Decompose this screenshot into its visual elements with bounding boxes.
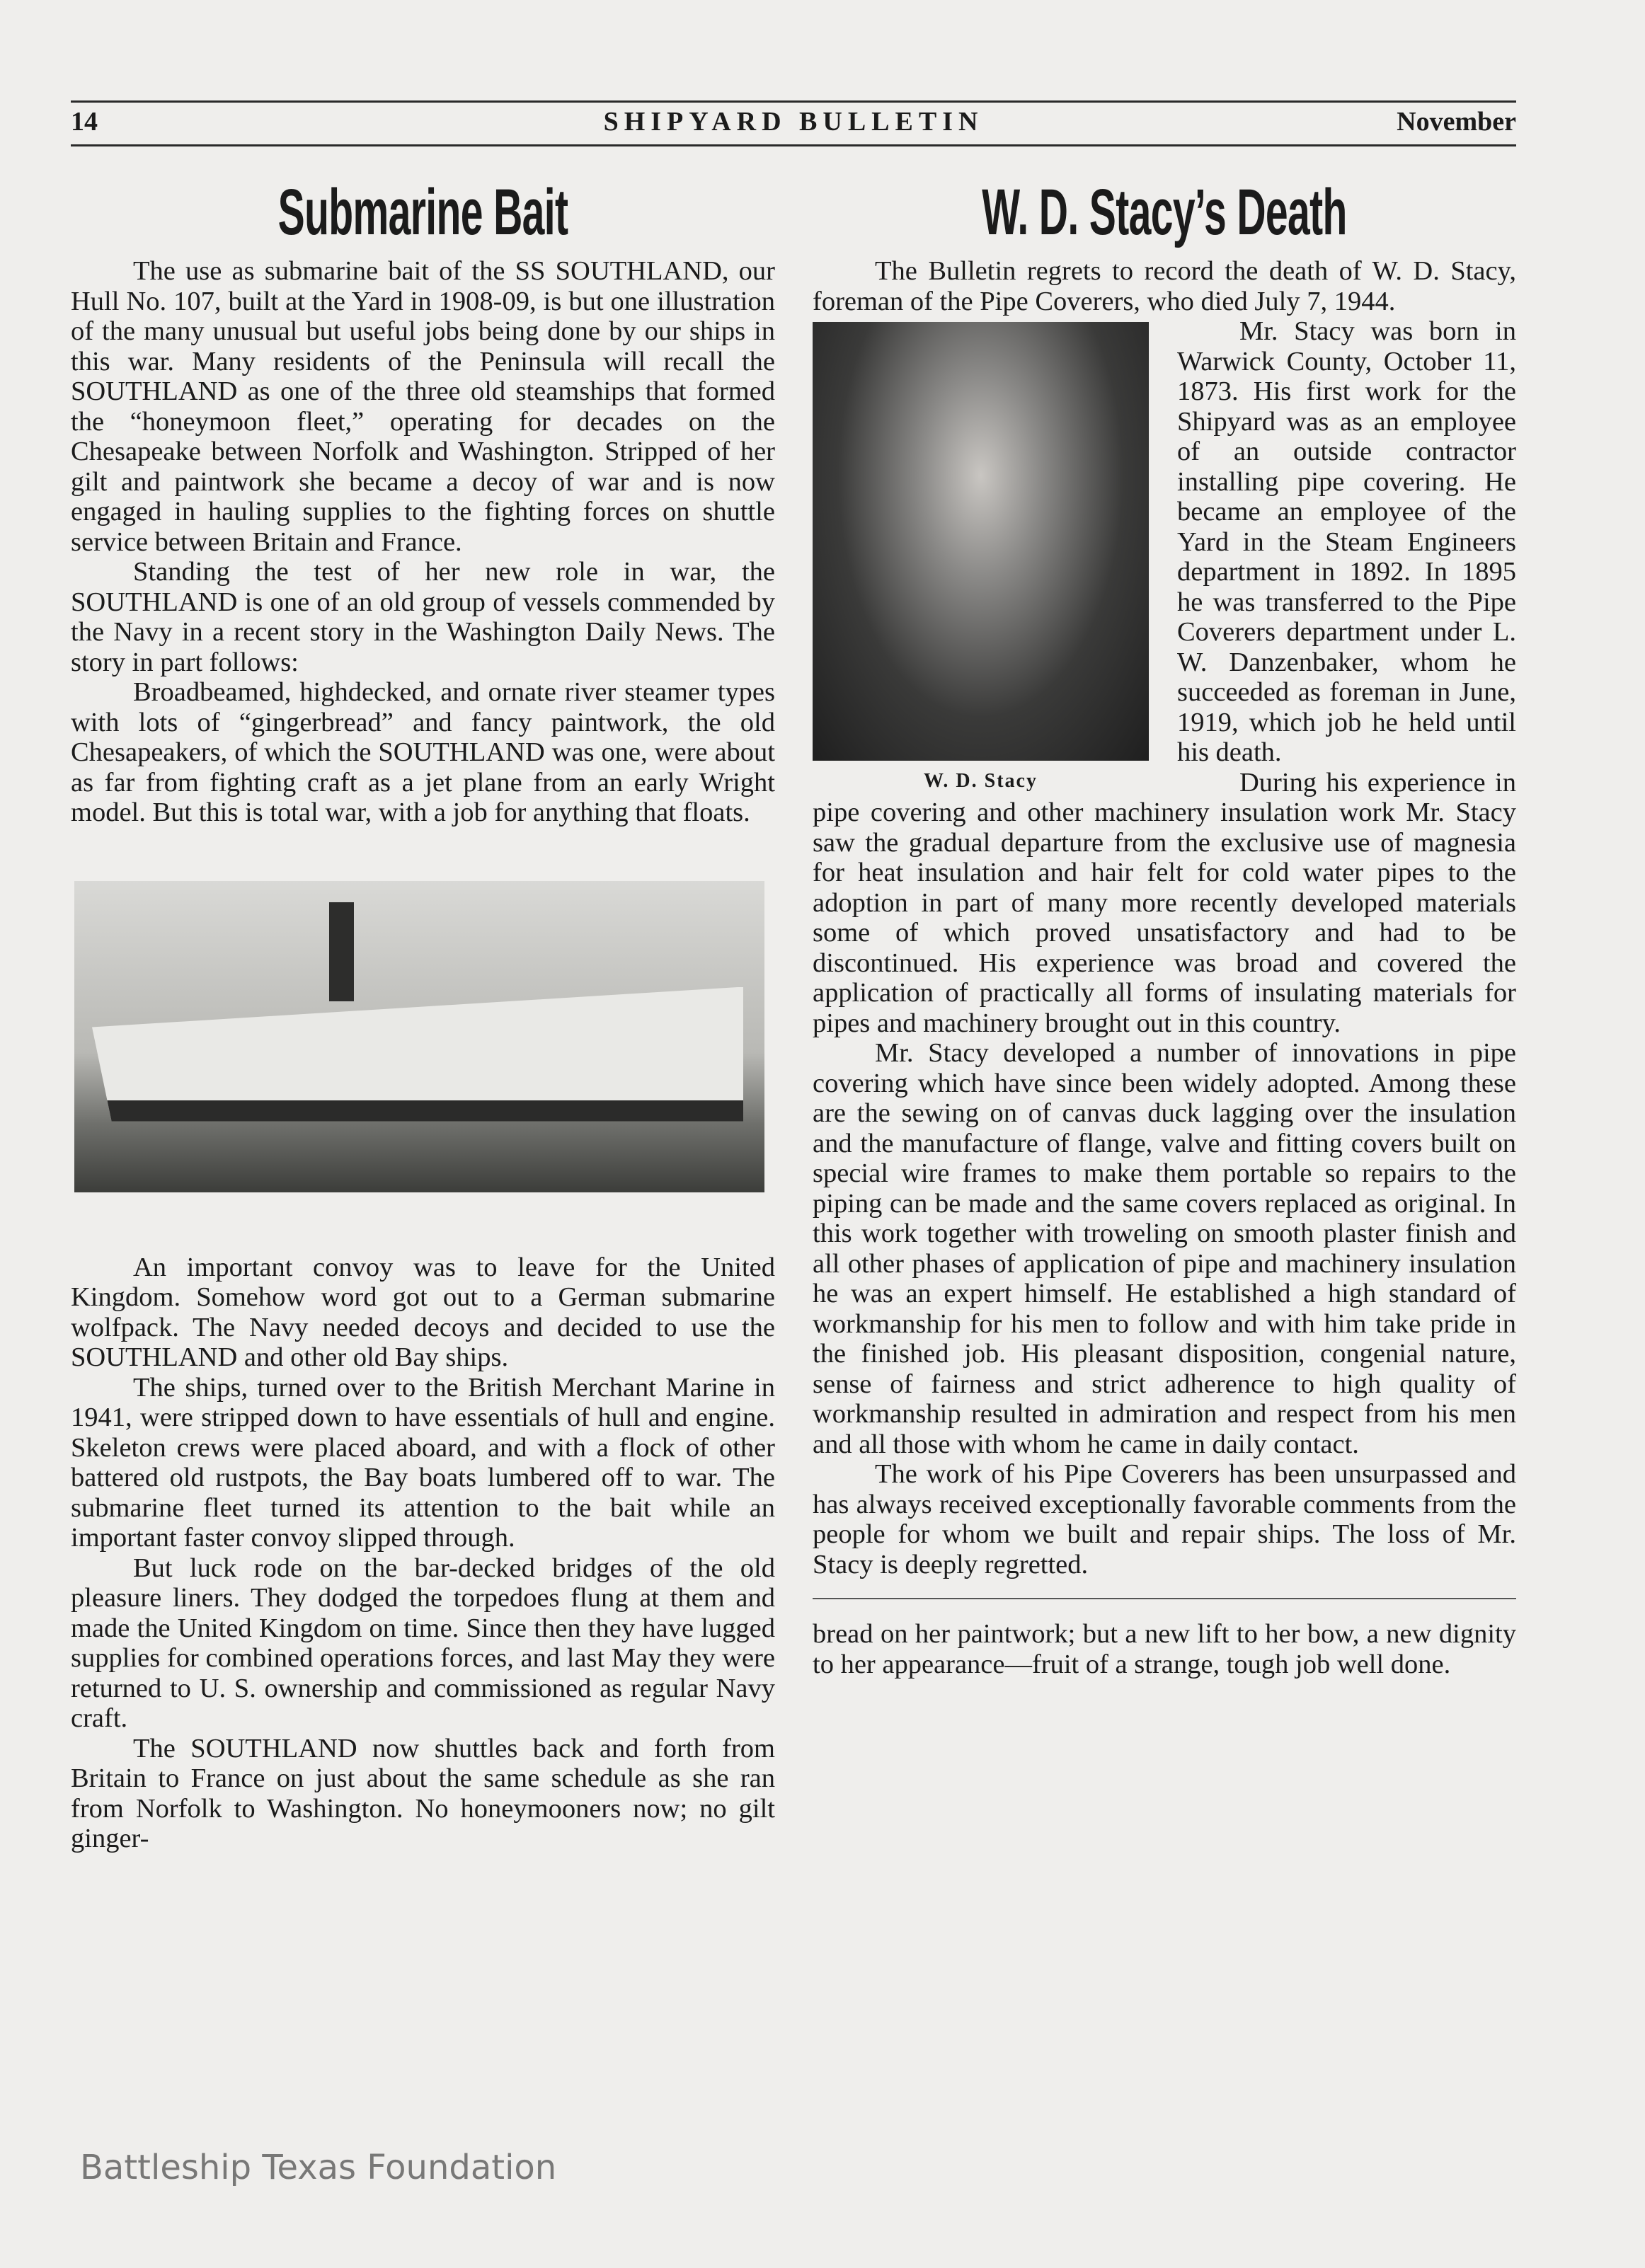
page-number: 14 [71,107,98,137]
continued-paragraph: bread on her paintwork; but a new lift to her bow, a new dignity to her appearance—fruit of a strange, tough job well done. [813,1619,1516,1679]
paragraph: During his experience in pipe covering and other machinery insulation work Mr. Stacy saw the gradual departure from the exclusive use of magnesia for heat insulation and hair felt for cold water pipes to the adoption in part of many more recently developed materials some of which proved unsatisfactory and had to be discontinued. His experience was broad and covered the application of practically all forms of insulating materials for pipes and machinery brought out in this country. [813,767,1516,1038]
paragraph: Mr. Stacy developed a number of innovations in pipe covering which have since been widely adopted. Among these are the sewing on of canvas duck lagging over the insulation and the manufacture of flange, valve and fitting covers built on special wire frames to make them portable so repairs to the piping can be made and the same covers replaced as original. In this work together with troweling on smooth plaster finish and all other phases of application of pipe and machinery insulation he was an expert himself. He established a high standard of workmanship for his men to follow and with him take pride in the finished job. His pleasant disposition, congenial nature, sense of fairness and strict adherence to high quality of workmanship resulted in admiration and respect from his men and all those with whom he came in daily contact. [813,1038,1516,1459]
intro-paragraph: The Bulletin regrets to record the death of W. D. Stacy, foreman of the Pipe Coverers, who died July 7, 1944. [813,256,1516,316]
paragraph: The ships, turned over to the British Merchant Marine in 1941, were stripped down to have essentials of hull and engine. Skeleton crews were placed aboard, and with a flock of other battered old rustpots, the Bay boats lumbered off to war. The submarine fleet turned its attention to the bait while an important faster convoy slipped through. [71,1372,775,1553]
paragraph: The SOUTHLAND now shuttles back and forth from Britain to France on just about the same schedule as she ran from Norfolk to Washington. No honeymooners now; no gilt ginger- [71,1733,775,1853]
publication-title: SHIPYARD BULLETIN [603,107,984,137]
paragraph: Mr. Stacy was born in Warwick County, October 11, 1873. His first work for the Shipyard was as an employee of an outside contractor installing pipe covering. He became an employee of the Yard in the Steam Engineers department in 1892. In 1895 he was transferred to the Pipe Coverers department under L. W. Danzenbaker, whom he succeeded as foreman in June, 1919, which job he held until his death. [1177,316,1516,767]
paragraph: The use as submarine bait of the SS SOUTHLAND, our Hull No. 107, built at the Yard in 1908-09, is but one illustration of the many unusual but useful jobs being done by our ships in this war. Many residents of the Peninsula will recall the SOUTHLAND as one of the three old steamships that formed the “honeymoon fleet,” operating for decades on the Chesapeake between Norfolk and Washington. Stripped of her gilt and paintwork she became a decoy of war and is now engaged in hauling supplies to the fighting forces on shuttle service between Britain and France. [71,256,775,557]
header-top-rule [71,100,1516,103]
photo-caption: W. D. Stacy [924,770,1038,792]
article-title: Submarine Bait [277,176,568,248]
article-submarine-bait [71,177,775,1854]
paragraph: The work of his Pipe Coverers has been unsurpassed and has always received exceptionally favorable comments from the people for whom we built and repair ships. The loss of Mr. Stacy is deeply regretted. [813,1459,1516,1579]
portrait-photo [813,322,1149,761]
ship-hull [92,987,743,1122]
ship-smokestack [329,902,354,1001]
article-stacy-death [813,177,1516,1679]
paragraph: An important convoy was to leave for the United Kingdom. Somehow word got out to a German submarine wolfpack. The Navy needed decoys and decided to use the SOUTHLAND and other old Bay ships. [71,1252,775,1372]
watermark: Battleship Texas Foundation [80,2148,557,2187]
paragraph: But luck rode on the bar-decked bridges of the old pleasure liners. They dodged the torpedoes flung at them and made the United Kingdom on time. Since then they have lugged supplies for combined operations forces, and last May they were returned to U. S. ownership and commissioned as regular Navy craft. [71,1553,775,1733]
running-header [71,106,1516,142]
header-bottom-rule [71,144,1516,146]
paragraph: Broadbeamed, highdecked, and ornate river steamer types with lots of “gingerbread” and fancy paintwork, the old Chesapeakers, of which the SOUTHLAND was one, were about as far from fighting craft as a jet plane from an early Wright model. But this is total war, with a job for anything that floats. [71,677,775,827]
issue-month: November [1397,107,1516,137]
ship-photo [74,881,764,1192]
section-divider [813,1598,1516,1599]
article-title: W. D. Stacy’s Death [982,176,1347,248]
paragraph: Standing the test of her new role in war, the SOUTHLAND is one of an old group of vessels commended by the Navy in a recent story in the Washington Daily News. The story in part follows: [71,557,775,677]
